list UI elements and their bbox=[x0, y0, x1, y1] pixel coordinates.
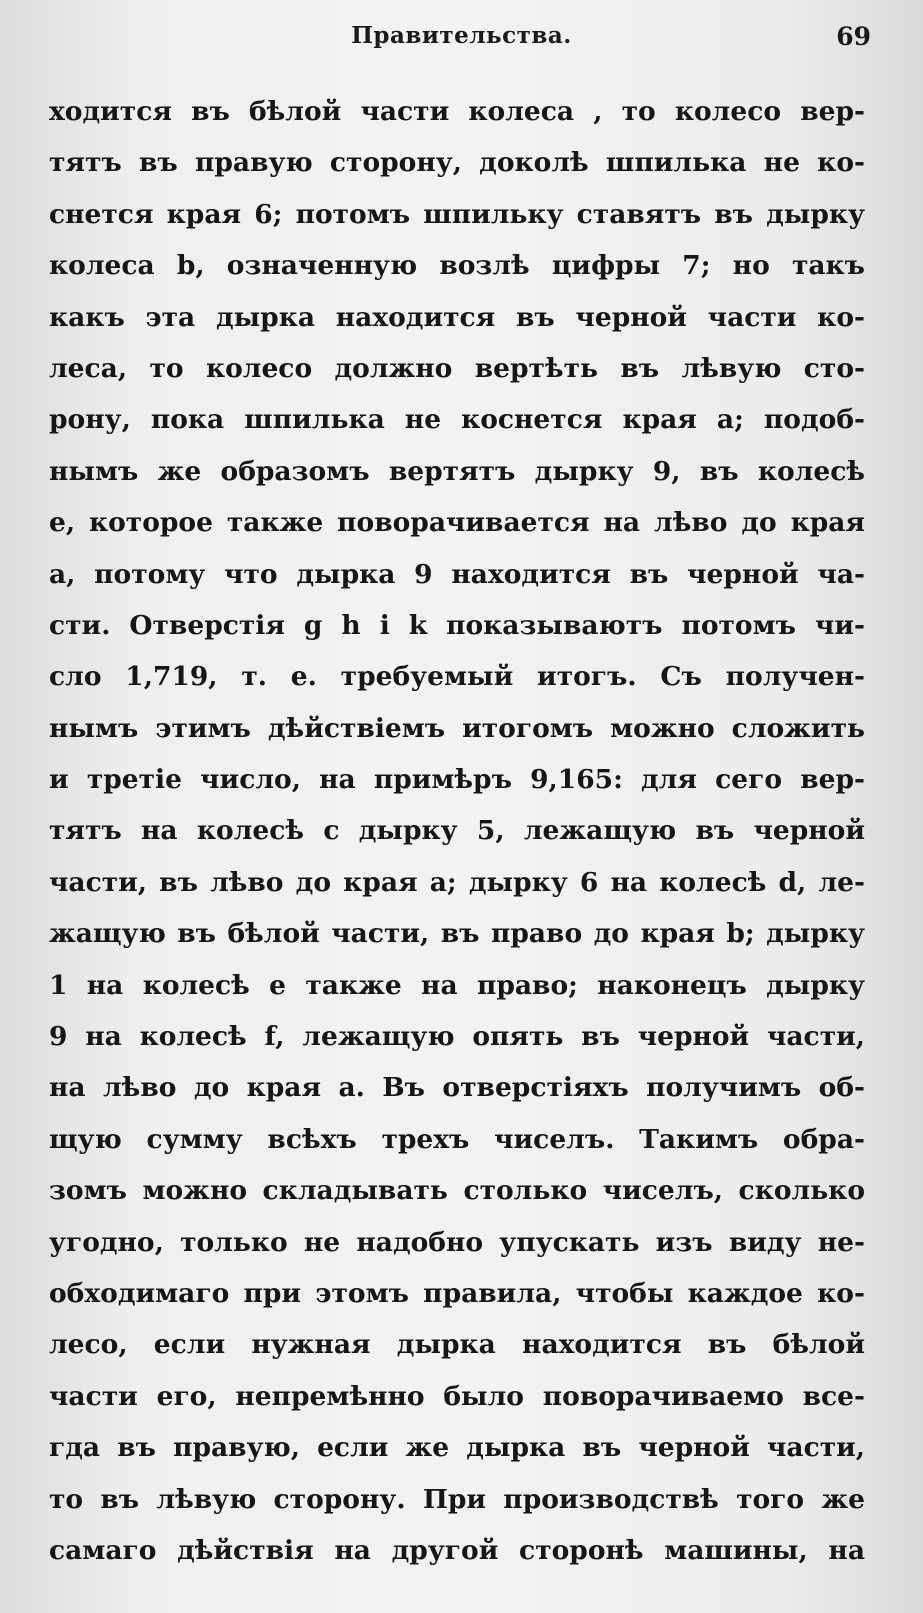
page-number: 69 bbox=[836, 22, 871, 51]
text-line: e, которое также поворачивается на лѣво до края bbox=[49, 507, 865, 539]
text-line: гда въ правую, если же дырка въ черной части, bbox=[49, 1432, 865, 1464]
running-title: Правительства. bbox=[351, 22, 572, 49]
text-line: части, въ лѣво до края a; дырку 6 на колесѣ d, ле- bbox=[49, 866, 865, 898]
text-line: сти. Отверстія g h i k показываютъ потомъ чи- bbox=[49, 609, 865, 641]
text-line: какъ эта дырка находится въ черной части ко- bbox=[49, 301, 865, 333]
text-line: 9 на колесѣ f, лежащую опять въ черной части, bbox=[49, 1021, 865, 1053]
text-line: угодно, только не надобно упускать изъ виду не- bbox=[49, 1226, 865, 1258]
text-line: тятъ въ правую сторону, доколѣ шпилька не ко- bbox=[49, 147, 865, 179]
text-line: тятъ на колесѣ c дырку 5, лежащую въ черной bbox=[49, 815, 865, 847]
text-line: леса, то колесо должно вертѣть въ лѣвую сто- bbox=[49, 352, 865, 384]
text-line: и третіе число, на примѣръ 9,165: для сего вер- bbox=[49, 764, 865, 796]
text-line: нымъ этимъ дѣйствіемъ итогомъ можно сложить bbox=[49, 712, 865, 744]
text-line: щую сумму всѣхъ трехъ чиселъ. Такимъ обра- bbox=[49, 1123, 865, 1155]
text-line: сло 1,719, т. е. требуемый итогъ. Съ получен- bbox=[49, 661, 865, 693]
text-line: 1 на колесѣ e также на право; наконецъ дырку bbox=[49, 969, 865, 1001]
text-line: нымъ же образомъ вертятъ дырку 9, въ колесѣ bbox=[49, 455, 865, 487]
text-line: на лѣво до края a. Въ отверстіяхъ получимъ об- bbox=[49, 1072, 865, 1104]
page-header bbox=[0, 22, 923, 62]
text-line: обходимаго при этомъ правила, чтобы каждое ко- bbox=[49, 1277, 865, 1309]
text-line: a, потому что дырка 9 находится въ черной ча- bbox=[49, 558, 865, 590]
text-line: самаго дѣйствія на другой сторонѣ машины, на bbox=[49, 1534, 865, 1566]
body-text bbox=[49, 86, 865, 1576]
text-line: жащую въ бѣлой части, въ право до края b; дырку bbox=[49, 918, 865, 950]
text-line: снется края 6; потомъ шпильку ставятъ въ дырку bbox=[49, 198, 865, 230]
text-line: рону, пока шпилька не коснется края a; подоб- bbox=[49, 404, 865, 436]
text-line: лесо, если нужная дырка находится въ бѣлой bbox=[49, 1329, 865, 1361]
text-line: ходится въ бѣлой части колеса , то колесо вер- bbox=[49, 96, 865, 127]
text-line: части его, непремѣнно было поворачиваемо все- bbox=[49, 1380, 865, 1412]
text-line: зомъ можно складывать столько чиселъ, сколько bbox=[49, 1175, 865, 1207]
text-line: то въ лѣвую сторону. При производствѣ того же bbox=[49, 1483, 865, 1515]
text-line: колеса b, означенную возлѣ цифры 7; но такъ bbox=[49, 250, 865, 282]
